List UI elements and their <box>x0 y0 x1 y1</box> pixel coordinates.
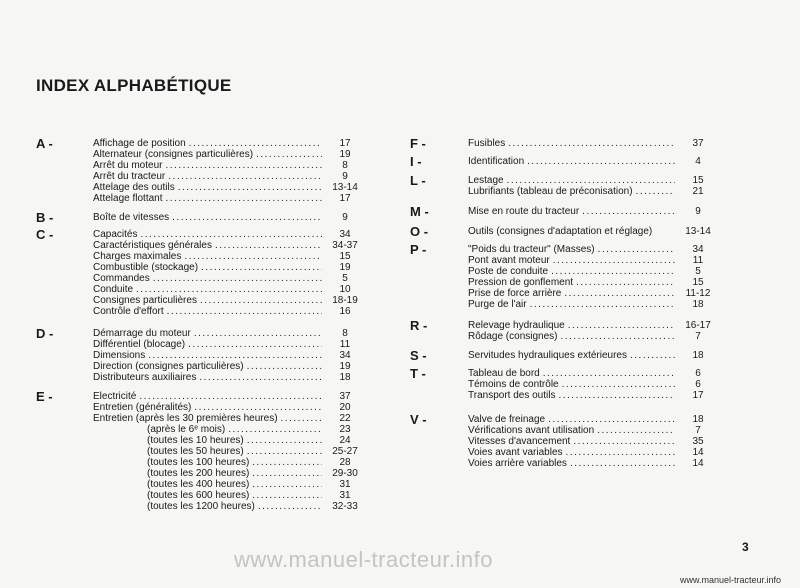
leader-dots <box>655 226 675 237</box>
entry-page: 34 <box>339 350 351 361</box>
leader-dots <box>256 149 322 160</box>
index-entry <box>147 501 365 512</box>
entry-page: 31 <box>339 479 351 490</box>
entry-label: Différentiel (blocage) <box>93 339 186 350</box>
index-entry <box>468 414 718 425</box>
index-entry <box>468 266 718 277</box>
entry-label: "Poids du tracteur" (Masses) <box>468 244 595 255</box>
index-entry <box>93 273 365 284</box>
entry-label: (toutes les 100 heures) <box>147 457 250 468</box>
leader-dots <box>558 390 675 401</box>
entry-page: 14 <box>692 458 704 469</box>
index-entry <box>93 171 365 182</box>
index-entry <box>93 372 365 383</box>
entry-label: Mise en route du tracteur <box>468 206 580 217</box>
entry-label: Contrôle d'effort <box>93 306 164 317</box>
index-entry <box>93 262 365 273</box>
leader-dots <box>228 424 322 435</box>
index-entry <box>147 479 365 490</box>
entry-label: Témoins de contrôle <box>468 379 559 390</box>
leader-dots <box>252 457 322 468</box>
entry-page: 13-14 <box>685 226 711 237</box>
entry-label: Affichage de position <box>93 138 186 149</box>
entry-label: (après le 6ᵉ mois) <box>147 424 226 435</box>
index-letter: D - <box>36 326 54 341</box>
entry-label: Entretien (après les 30 premières heures) <box>93 413 278 424</box>
index-letter: C - <box>36 227 54 242</box>
leader-dots <box>570 458 675 469</box>
entry-page: 15 <box>339 251 351 262</box>
entry-page: 5 <box>342 273 348 284</box>
watermark-small: www.manuel-tracteur.info <box>680 575 782 585</box>
leader-dots <box>148 350 322 361</box>
leader-dots <box>530 299 675 310</box>
index-entry <box>93 295 365 306</box>
index-entry <box>468 379 718 390</box>
leader-dots <box>178 182 322 193</box>
entry-page: 7 <box>695 331 701 342</box>
entry-page: 25-27 <box>332 446 358 457</box>
leader-dots <box>172 212 322 223</box>
entry-page: 19 <box>339 361 351 372</box>
entry-label: Charges maximales <box>93 251 182 262</box>
index-entry <box>468 436 718 447</box>
entry-page: 8 <box>342 328 348 339</box>
index-entry <box>468 320 718 331</box>
index-entry <box>93 182 365 193</box>
entry-label: Vitesses d'avancement <box>468 436 571 447</box>
entry-page: 19 <box>339 262 351 273</box>
leader-dots <box>167 306 322 317</box>
index-entry <box>93 138 365 149</box>
entry-label: Rôdage (consignes) <box>468 331 558 342</box>
entry-page: 18 <box>692 299 704 310</box>
entry-label: Attelage des outils <box>93 182 175 193</box>
index-entry <box>468 299 718 310</box>
entry-label: (toutes les 600 heures) <box>147 490 250 501</box>
entry-label: Démarrage du moteur <box>93 328 191 339</box>
leader-dots <box>548 414 675 425</box>
entry-page: 11 <box>339 339 351 350</box>
entry-page: 23 <box>339 424 351 435</box>
index-entry <box>93 284 365 295</box>
entry-page: 18 <box>692 350 704 361</box>
entry-page: 9 <box>695 206 701 217</box>
index-entry <box>93 328 365 339</box>
leader-dots <box>252 490 322 501</box>
index-entry <box>93 212 365 223</box>
entry-label: Identification <box>468 156 525 167</box>
index-entry <box>93 160 365 171</box>
index-letter: T - <box>410 366 426 381</box>
leader-dots <box>576 277 675 288</box>
entry-label: Attelage flottant <box>93 193 163 204</box>
entry-label: Entretien (généralités) <box>93 402 192 413</box>
entry-page: 9 <box>342 171 348 182</box>
entry-page: 11-12 <box>685 288 711 299</box>
entry-page: 31 <box>339 490 351 501</box>
entry-label: Distributeurs auxiliaires <box>93 372 197 383</box>
index-entry <box>93 413 365 424</box>
leader-dots <box>582 206 675 217</box>
entry-page: 37 <box>692 138 704 149</box>
entry-page: 10 <box>339 284 351 295</box>
index-entry <box>468 447 718 458</box>
index-entry <box>468 206 718 217</box>
entry-page: 17 <box>339 193 351 204</box>
entry-label: Voies avant variables <box>468 447 563 458</box>
index-entry <box>468 175 718 186</box>
entry-label: Arrêt du moteur <box>93 160 163 171</box>
index-entry <box>93 402 365 413</box>
entry-page: 9 <box>342 212 348 223</box>
entry-label: Electricité <box>93 391 137 402</box>
index-entry <box>93 306 365 317</box>
leader-dots <box>564 288 675 299</box>
index-letter: L - <box>410 173 426 188</box>
leader-dots <box>561 331 676 342</box>
entry-label: Conduite <box>93 284 134 295</box>
index-letter: A - <box>36 136 53 151</box>
leader-dots <box>247 361 322 372</box>
entry-page: 17 <box>339 138 351 149</box>
index-entry <box>93 339 365 350</box>
entry-label: Tableau de bord <box>468 368 540 379</box>
leader-dots <box>566 447 675 458</box>
leader-dots <box>573 436 675 447</box>
page-number: 3 <box>742 540 749 554</box>
entry-page: 7 <box>695 425 701 436</box>
index-entry <box>147 435 365 446</box>
entry-label: Dimensions <box>93 350 146 361</box>
entry-label: Servitudes hydrauliques extérieures <box>468 350 627 361</box>
leader-dots <box>201 262 322 273</box>
leader-dots <box>598 244 675 255</box>
leader-dots <box>194 402 322 413</box>
leader-dots <box>258 501 322 512</box>
entry-page: 18 <box>339 372 351 383</box>
entry-page: 11 <box>692 255 704 266</box>
index-entry <box>468 368 718 379</box>
leader-dots <box>507 175 675 186</box>
entry-label: (toutes les 400 heures) <box>147 479 250 490</box>
entry-label: (toutes les 1200 heures) <box>147 501 255 512</box>
leader-dots <box>199 372 322 383</box>
leader-dots <box>543 368 675 379</box>
entry-label: Lestage <box>468 175 504 186</box>
entry-label: Pont avant moteur <box>468 255 550 266</box>
entry-page: 20 <box>339 402 351 413</box>
index-letter: V - <box>410 412 427 427</box>
index-entry <box>468 156 718 167</box>
index-entry <box>468 138 718 149</box>
entry-page: 16-17 <box>685 320 711 331</box>
entry-page: 16 <box>339 306 351 317</box>
entry-label: Voies arrière variables <box>468 458 567 469</box>
index-entry <box>468 425 718 436</box>
index-letter: R - <box>410 318 428 333</box>
leader-dots <box>252 479 322 490</box>
entry-label: (toutes les 50 heures) <box>147 446 244 457</box>
index-letter: M - <box>410 204 429 219</box>
entry-label: Pression de gonflement <box>468 277 574 288</box>
leader-dots <box>140 229 322 240</box>
leader-dots <box>247 435 322 446</box>
leader-dots <box>166 193 323 204</box>
leader-dots <box>189 138 322 149</box>
entry-page: 32-33 <box>332 501 358 512</box>
index-entry <box>147 490 365 501</box>
entry-page: 24 <box>339 435 351 446</box>
leader-dots <box>252 468 322 479</box>
entry-label: Alternateur (consignes particulières) <box>93 149 254 160</box>
entry-label: Valve de freinage <box>468 414 546 425</box>
index-entry <box>468 244 718 255</box>
entry-page: 19 <box>339 149 351 160</box>
index-entry <box>468 226 718 237</box>
leader-dots <box>194 328 322 339</box>
entry-label: Commandes <box>93 273 150 284</box>
entry-page: 34 <box>692 244 704 255</box>
entry-page: 15 <box>692 277 704 288</box>
leader-dots <box>184 251 322 262</box>
entry-page: 28 <box>339 457 351 468</box>
entry-label: Boîte de vitesses <box>93 212 170 223</box>
leader-dots <box>200 295 322 306</box>
leader-dots <box>597 425 675 436</box>
entry-label: Consignes particulières <box>93 295 197 306</box>
entry-label: (toutes les 200 heures) <box>147 468 250 479</box>
leader-dots <box>281 413 322 424</box>
index-entry <box>93 193 365 204</box>
index-entry <box>468 390 718 401</box>
index-entry <box>93 251 365 262</box>
entry-page: 17 <box>692 390 704 401</box>
entry-page: 18-19 <box>332 295 358 306</box>
leader-dots <box>508 138 675 149</box>
index-entry <box>468 458 718 469</box>
leader-dots <box>562 379 675 390</box>
entry-label: Outils (consignes d'adaptation et réglage) <box>468 226 653 237</box>
leader-dots <box>165 160 322 171</box>
entry-page: 37 <box>339 391 351 402</box>
entry-label: Poste de conduite <box>468 266 549 277</box>
entry-label: Arrêt du tracteur <box>93 171 166 182</box>
leader-dots <box>527 156 675 167</box>
leader-dots <box>630 350 675 361</box>
index-entry <box>147 468 365 479</box>
index-entry <box>93 149 365 160</box>
leader-dots <box>551 266 675 277</box>
entry-label: Prise de force arrière <box>468 288 562 299</box>
leader-dots <box>247 446 322 457</box>
leader-dots <box>553 255 675 266</box>
entry-page: 15 <box>692 175 704 186</box>
index-letter: E - <box>36 389 53 404</box>
index-letter: P - <box>410 242 427 257</box>
index-letter: S - <box>410 348 427 363</box>
index-letter: I - <box>410 154 422 169</box>
leader-dots <box>153 273 322 284</box>
entry-page: 21 <box>692 186 704 197</box>
entry-label: (toutes les 10 heures) <box>147 435 244 446</box>
index-entry <box>147 457 365 468</box>
index-entry <box>93 361 365 372</box>
entry-label: Caractéristiques générales <box>93 240 212 251</box>
leader-dots <box>215 240 322 251</box>
entry-page: 22 <box>339 413 351 424</box>
entry-label: Relevage hydraulique <box>468 320 565 331</box>
index-entry <box>147 424 365 435</box>
index-letter: O - <box>410 224 429 239</box>
entry-page: 35 <box>692 436 704 447</box>
watermark: www.manuel-tracteur.info <box>234 547 493 572</box>
entry-page: 5 <box>695 266 701 277</box>
index-entry <box>147 446 365 457</box>
leader-dots <box>568 320 675 331</box>
index-entry <box>468 277 718 288</box>
page-title: INDEX ALPHABÉTIQUE <box>36 76 232 95</box>
entry-page: 6 <box>695 379 701 390</box>
entry-page: 6 <box>695 368 701 379</box>
entry-page: 4 <box>695 156 701 167</box>
index-letter: B - <box>36 210 54 225</box>
index-entry <box>93 229 365 240</box>
leader-dots <box>636 186 675 197</box>
entry-label: Combustible (stockage) <box>93 262 199 273</box>
entry-label: Capacités <box>93 229 138 240</box>
entry-label: Lubrifiants (tableau de préconisation) <box>468 186 633 197</box>
index-entry <box>468 288 718 299</box>
entry-page: 34-37 <box>332 240 358 251</box>
entry-label: Purge de l'air <box>468 299 527 310</box>
entry-label: Direction (consignes particulières) <box>93 361 244 372</box>
index-entry <box>93 350 365 361</box>
index-entry <box>468 255 718 266</box>
entry-page: 14 <box>692 447 704 458</box>
leader-dots <box>188 339 322 350</box>
index-entry <box>468 186 718 197</box>
entry-label: Transport des outils <box>468 390 556 401</box>
entry-page: 8 <box>342 160 348 171</box>
leader-dots <box>139 391 322 402</box>
index-entry <box>468 350 718 361</box>
entry-page: 34 <box>339 229 351 240</box>
entry-page: 29-30 <box>332 468 358 479</box>
entry-page: 13-14 <box>332 182 358 193</box>
entry-label: Vérifications avant utilisation <box>468 425 595 436</box>
leader-dots <box>136 284 322 295</box>
entry-page: 18 <box>692 414 704 425</box>
index-entry <box>93 240 365 251</box>
index-entry <box>468 331 718 342</box>
leader-dots <box>168 171 322 182</box>
entry-label: Fusibles <box>468 138 506 149</box>
index-letter: F - <box>410 136 426 151</box>
index-entry <box>93 391 365 402</box>
